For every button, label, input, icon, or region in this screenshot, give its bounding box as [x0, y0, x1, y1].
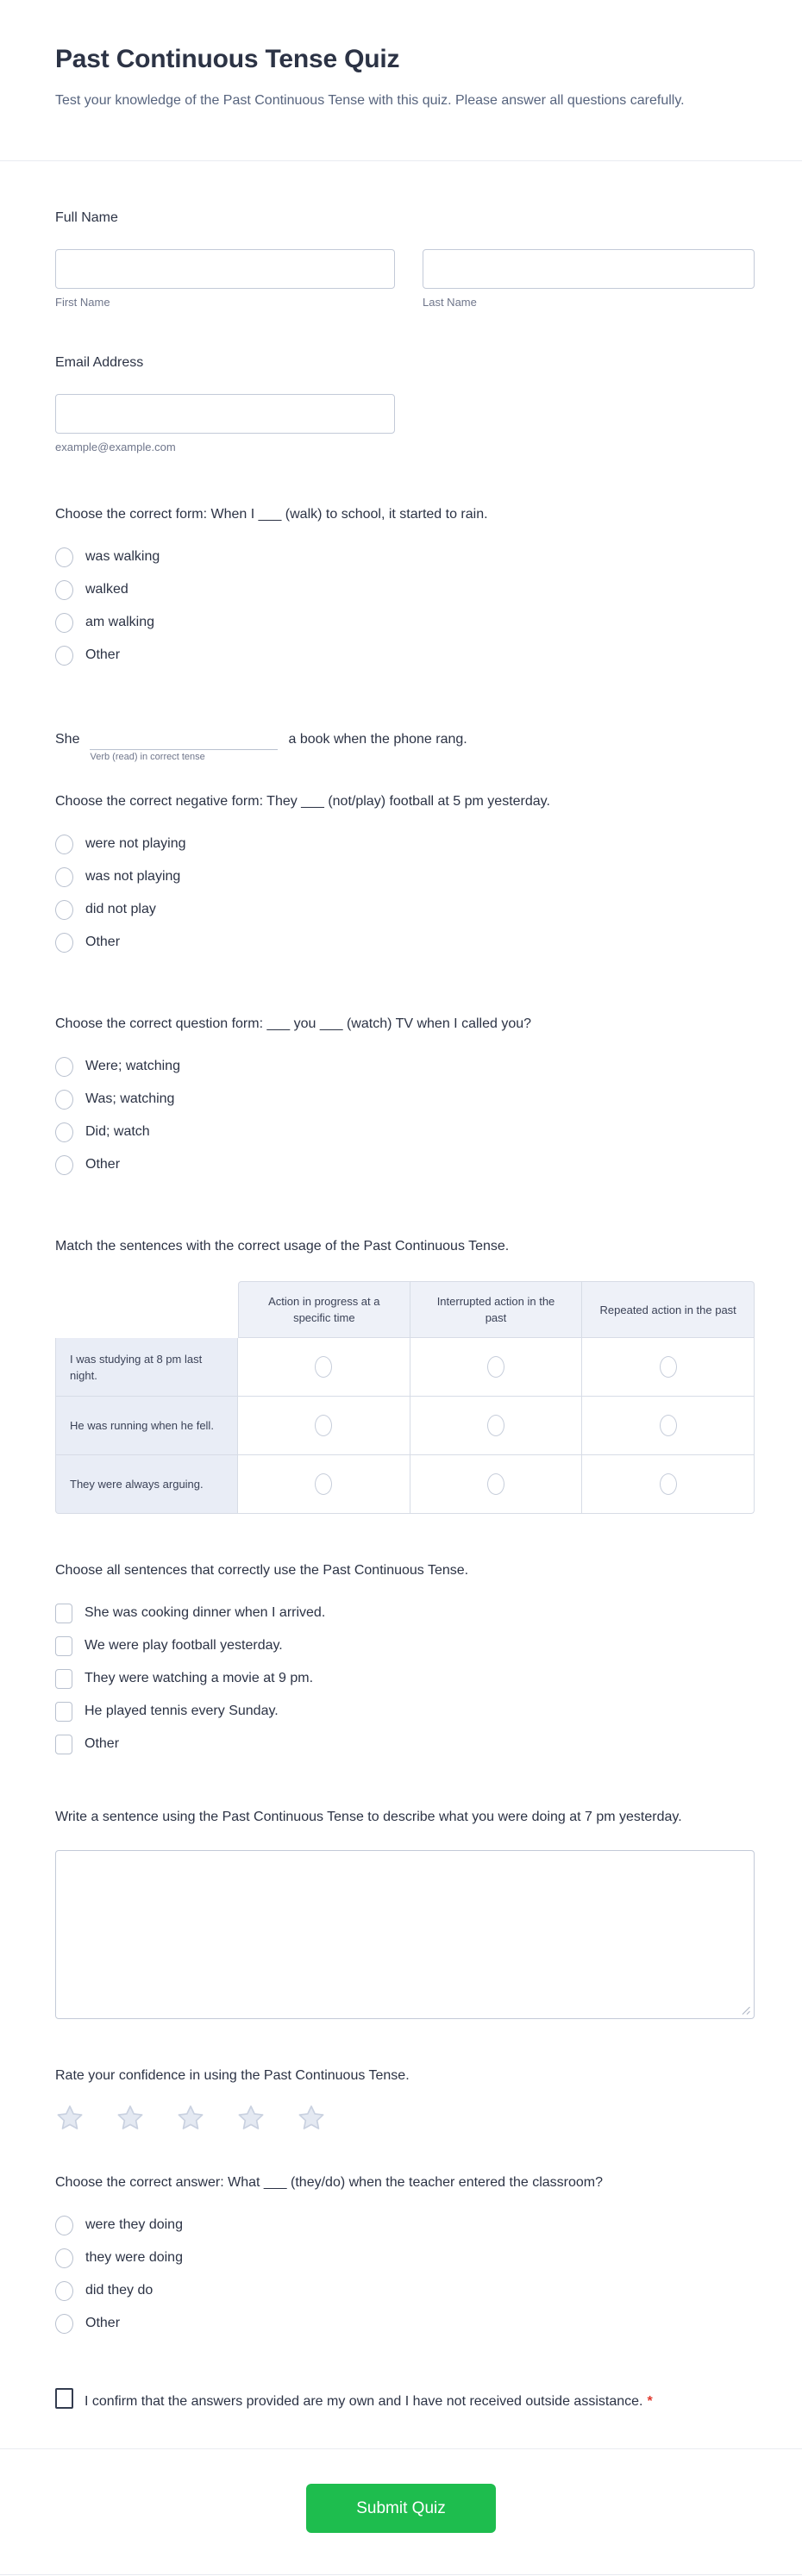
question-teacher	[55, 2171, 755, 2340]
radio-control[interactable]	[55, 933, 73, 953]
star-icon[interactable]	[176, 2104, 205, 2133]
radio-option[interactable]	[55, 606, 755, 639]
option-label: She was cooking dinner when I arrived.	[85, 1605, 326, 1620]
last-name-sublabel: Last Name	[423, 296, 477, 309]
matrix-radio-control[interactable]	[660, 1473, 677, 1495]
question-sentences-options	[55, 1597, 755, 1760]
matrix-radio-control[interactable]	[660, 1356, 677, 1378]
matrix-label: Match the sentences with the correct usage of the Past Continuous Tense.	[55, 1239, 510, 1254]
checkbox-control[interactable]	[55, 1702, 72, 1722]
radio-option[interactable]	[55, 1148, 755, 1181]
matrix-column-header: Action in progress at a specific time	[238, 1281, 410, 1338]
radio-option[interactable]	[55, 2241, 755, 2274]
radio-control[interactable]	[55, 613, 73, 633]
radio-control[interactable]	[55, 2314, 73, 2334]
first-name-input[interactable]	[55, 249, 395, 289]
radio-option[interactable]	[55, 860, 755, 893]
fill-blank-input[interactable]	[90, 728, 281, 749]
question-negative	[55, 790, 755, 959]
option-label: did they do	[85, 2283, 154, 2298]
checkbox-control[interactable]	[55, 1735, 72, 1754]
radio-control[interactable]	[55, 835, 73, 854]
matrix-column-header: Repeated action in the past	[582, 1281, 755, 1338]
confirmation-text: I confirm that the answers provided are my own and I have not received outside assistance.	[85, 2394, 643, 2409]
matrix-question	[55, 1235, 755, 1514]
question-write-label: Write a sentence using the Past Continuous Tense to describe what you were doing at 7 pm yesterday.	[55, 1810, 682, 1824]
radio-option[interactable]	[55, 541, 755, 573]
matrix-cell[interactable]	[582, 1397, 755, 1455]
matrix-radio-control[interactable]	[660, 1415, 677, 1436]
radio-option[interactable]	[55, 926, 755, 959]
option-label: Other	[85, 1736, 120, 1751]
question-negative-label: Choose the correct negative form: They ___ (not/play) football at 5 pm yesterday.	[55, 794, 550, 809]
question-negative-options	[55, 828, 755, 959]
matrix-radio-control[interactable]	[487, 1473, 504, 1495]
radio-option[interactable]	[55, 893, 755, 926]
option-label: walked	[85, 582, 128, 597]
checkbox-control[interactable]	[55, 1604, 72, 1623]
radio-option[interactable]	[55, 1116, 755, 1148]
option-label: Was; watching	[85, 1091, 175, 1106]
checkbox-control[interactable]	[55, 1636, 72, 1656]
rating-question	[55, 2064, 755, 2133]
matrix-radio-control[interactable]	[315, 1473, 332, 1495]
matrix-cell[interactable]	[410, 1455, 583, 1514]
checkbox-option[interactable]	[55, 1728, 755, 1760]
star-icon[interactable]	[297, 2104, 326, 2133]
radio-option[interactable]	[55, 639, 755, 672]
question-sentences-label: Choose all sentences that correctly use the Past Continuous Tense.	[55, 1563, 469, 1578]
radio-control[interactable]	[55, 1155, 73, 1175]
required-asterisk: *	[647, 2394, 653, 2409]
radio-control[interactable]	[55, 1090, 73, 1110]
question-walk-label: Choose the correct form: When I ___ (walk) to school, it started to rain.	[55, 507, 488, 522]
radio-option[interactable]	[55, 2209, 755, 2241]
radio-option[interactable]	[55, 1050, 755, 1083]
email-input[interactable]	[55, 394, 395, 434]
matrix-column-header: Interrupted action in the past	[410, 1281, 583, 1338]
confirmation-field	[55, 2388, 755, 2414]
last-name-input[interactable]	[423, 249, 755, 289]
radio-option[interactable]	[55, 2307, 755, 2340]
question-sentences	[55, 1559, 755, 1760]
radio-option[interactable]	[55, 1083, 755, 1116]
star-icon[interactable]	[236, 2104, 266, 2133]
radio-control[interactable]	[55, 2281, 73, 2301]
checkbox-option[interactable]	[55, 1662, 755, 1695]
radio-control[interactable]	[55, 2216, 73, 2235]
option-label: Other	[85, 647, 121, 662]
radio-control[interactable]	[55, 2248, 73, 2268]
option-label: Did; watch	[85, 1124, 150, 1139]
fill-blank-prefix: She	[55, 732, 80, 747]
submit-button[interactable]: Submit Quiz	[306, 2484, 496, 2533]
radio-control[interactable]	[55, 1122, 73, 1142]
option-label: Other	[85, 935, 121, 949]
first-name-sublabel: First Name	[55, 296, 110, 309]
option-label: they were doing	[85, 2250, 183, 2265]
radio-control[interactable]	[55, 1057, 73, 1077]
confirmation-checkbox[interactable]	[55, 2388, 73, 2409]
fill-blank-suffix: a book when the phone rang.	[288, 732, 467, 747]
option-label: They were watching a movie at 9 pm.	[85, 1671, 314, 1685]
matrix-cell[interactable]	[238, 1455, 410, 1514]
option-label: We were play football yesterday.	[85, 1638, 283, 1653]
option-label: Other	[85, 1157, 121, 1172]
option-label: were they doing	[85, 2217, 183, 2232]
checkbox-option[interactable]	[55, 1629, 755, 1662]
radio-control[interactable]	[55, 867, 73, 887]
matrix-radio-control[interactable]	[487, 1356, 504, 1378]
fill-blank-sublabel: Verb (read) in correct tense	[90, 752, 205, 762]
submit-area	[0, 2449, 802, 2573]
fill-blank-field	[90, 728, 278, 762]
matrix-cell[interactable]	[410, 1397, 583, 1455]
radio-control[interactable]	[55, 547, 73, 567]
question-walk-options	[55, 541, 755, 672]
option-label: Other	[85, 2316, 121, 2330]
matrix-row-label: He was running when he fell.	[55, 1397, 238, 1455]
question-walk	[55, 503, 755, 672]
question-qform	[55, 1012, 755, 1181]
matrix-radio-control[interactable]	[315, 1415, 332, 1436]
matrix-cell[interactable]	[582, 1338, 755, 1397]
page-title: Past Continuous Tense Quiz	[55, 45, 400, 73]
radio-option[interactable]	[55, 2274, 755, 2307]
option-label: am walking	[85, 615, 155, 629]
option-label: was walking	[85, 549, 160, 564]
star-icon[interactable]	[116, 2104, 145, 2133]
matrix-cell[interactable]	[238, 1338, 410, 1397]
checkbox-control[interactable]	[55, 1669, 72, 1689]
question-qform-label: Choose the correct question form: ___ you ___ (watch) TV when I called you?	[55, 1016, 532, 1031]
fill-blank-question	[55, 728, 755, 776]
radio-control[interactable]	[55, 900, 73, 920]
matrix-row-label: They were always arguing.	[55, 1455, 238, 1514]
matrix-cell[interactable]	[238, 1397, 410, 1455]
email-field	[55, 351, 755, 454]
matrix-radio-control[interactable]	[487, 1415, 504, 1436]
matrix-cell[interactable]	[410, 1338, 583, 1397]
sentence-textarea[interactable]	[55, 1850, 755, 2019]
form-description: Test your knowledge of the Past Continuous Tense with this quiz. Please answer all questions carefully.	[55, 93, 685, 108]
option-label: Were; watching	[85, 1059, 180, 1073]
question-write	[55, 1805, 755, 2019]
question-teacher-options	[55, 2209, 755, 2340]
checkbox-option[interactable]	[55, 1695, 755, 1728]
radio-control[interactable]	[55, 580, 73, 600]
email-sublabel: example@example.com	[55, 441, 176, 453]
radio-option[interactable]	[55, 828, 755, 860]
matrix-cell[interactable]	[582, 1455, 755, 1514]
star-icon[interactable]	[55, 2104, 85, 2133]
matrix-table	[55, 1281, 755, 1514]
option-label: He played tennis every Sunday.	[85, 1704, 279, 1718]
matrix-radio-control[interactable]	[315, 1356, 332, 1378]
matrix-corner-cell	[55, 1281, 238, 1338]
full-name-field	[55, 206, 755, 309]
star-rating	[55, 2104, 755, 2133]
full-name-label: Full Name	[55, 210, 118, 225]
option-label: did not play	[85, 902, 156, 916]
matrix-row-label: I was studying at 8 pm last night.	[55, 1338, 238, 1397]
form-header	[0, 0, 802, 161]
email-label: Email Address	[55, 355, 144, 370]
rating-label: Rate your confidence in using the Past Continuous Tense.	[55, 2068, 410, 2083]
question-qform-options	[55, 1050, 755, 1181]
radio-option[interactable]	[55, 573, 755, 606]
radio-control[interactable]	[55, 646, 73, 666]
option-label: were not playing	[85, 836, 186, 851]
option-label: was not playing	[85, 869, 181, 884]
checkbox-option[interactable]	[55, 1597, 755, 1629]
question-teacher-label: Choose the correct answer: What ___ (they/do) when the teacher entered the classroom?	[55, 2175, 604, 2190]
